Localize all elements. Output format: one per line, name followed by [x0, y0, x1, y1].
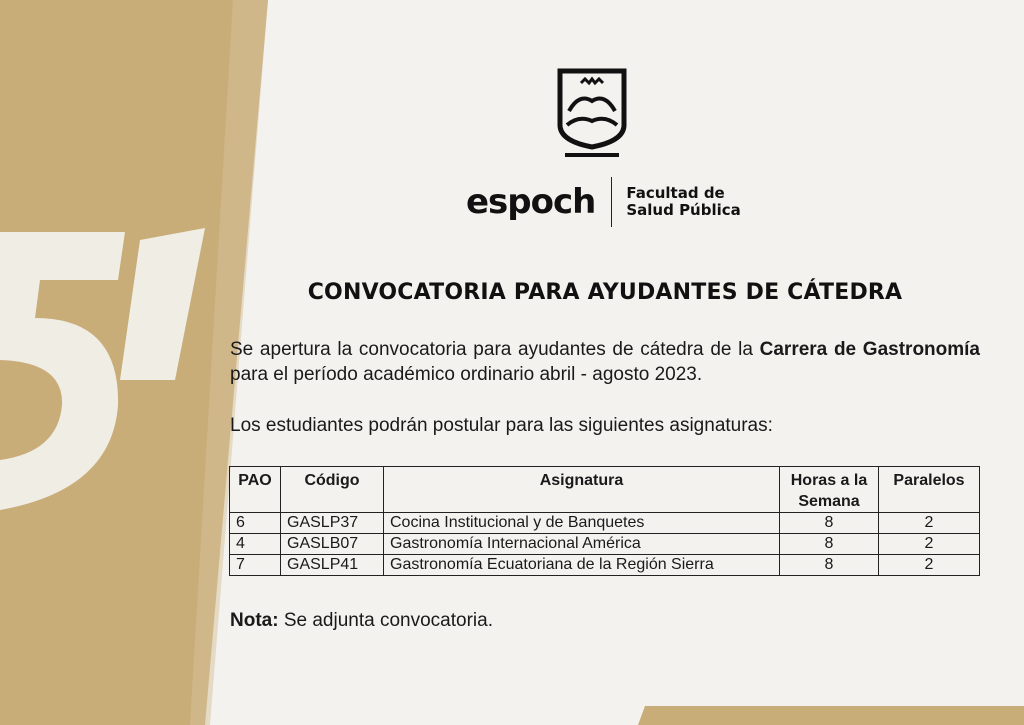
table-row — [230, 513, 980, 534]
cell-horas: 8 — [780, 555, 879, 576]
subjects-intro: Los estudiantes podrán postular para las siguientes asignaturas: — [230, 415, 773, 436]
cell-asignatura: Gastronomía Internacional América — [384, 534, 780, 555]
intro-text-after: para el período académico ordinario abril - agosto 2023. — [230, 364, 703, 385]
cell-pao: 6 — [230, 513, 281, 534]
cell-codigo: GASLB07 — [281, 534, 384, 555]
espoch-crest-icon — [555, 67, 629, 159]
intro-career-name: Carrera de Gastronomía — [759, 339, 981, 360]
header-paralelos: Paralelos — [879, 467, 980, 513]
note-paragraph — [230, 608, 980, 633]
table-header-row — [230, 467, 980, 513]
header-pao: PAO — [230, 467, 281, 513]
intro-paragraph — [230, 337, 980, 387]
gold-bottom-band — [638, 706, 1024, 725]
cell-codigo: GASLP37 — [281, 513, 384, 534]
table-row — [230, 534, 980, 555]
cell-paralelos: 2 — [879, 534, 980, 555]
cell-pao: 7 — [230, 555, 281, 576]
cell-horas: 8 — [780, 534, 879, 555]
brand-divider — [611, 177, 612, 227]
cell-paralelos: 2 — [879, 513, 980, 534]
faculty-line-2: Salud Pública — [626, 201, 741, 219]
note-text: Se adjunta convocatoria. — [278, 610, 493, 631]
cell-codigo: GASLP41 — [281, 555, 384, 576]
cell-asignatura: Cocina Institucional y de Banquetes — [384, 513, 780, 534]
header-codigo: Código — [281, 467, 384, 513]
page-title: CONVOCATORIA PARA AYUDANTES DE CÁTEDRA — [307, 280, 903, 305]
table-row — [230, 555, 980, 576]
cell-horas: 8 — [780, 513, 879, 534]
note-label: Nota: — [230, 610, 279, 631]
brand-lockup — [466, 174, 741, 230]
subjects-table — [229, 466, 980, 576]
cell-paralelos: 2 — [879, 555, 980, 576]
cell-asignatura: Gastronomía Ecuatoriana de la Región Sierra — [384, 555, 780, 576]
faculty-name — [626, 185, 740, 219]
header-asignatura: Asignatura — [384, 467, 780, 513]
faculty-line-1: Facultad de — [626, 184, 725, 202]
cell-pao: 4 — [230, 534, 281, 555]
header-horas: Horas a la Semana — [780, 467, 879, 513]
brand-name: espoch — [466, 182, 596, 222]
intro-text-before: Se apertura la convocatoria para ayudantes de cátedra de la — [230, 339, 760, 360]
